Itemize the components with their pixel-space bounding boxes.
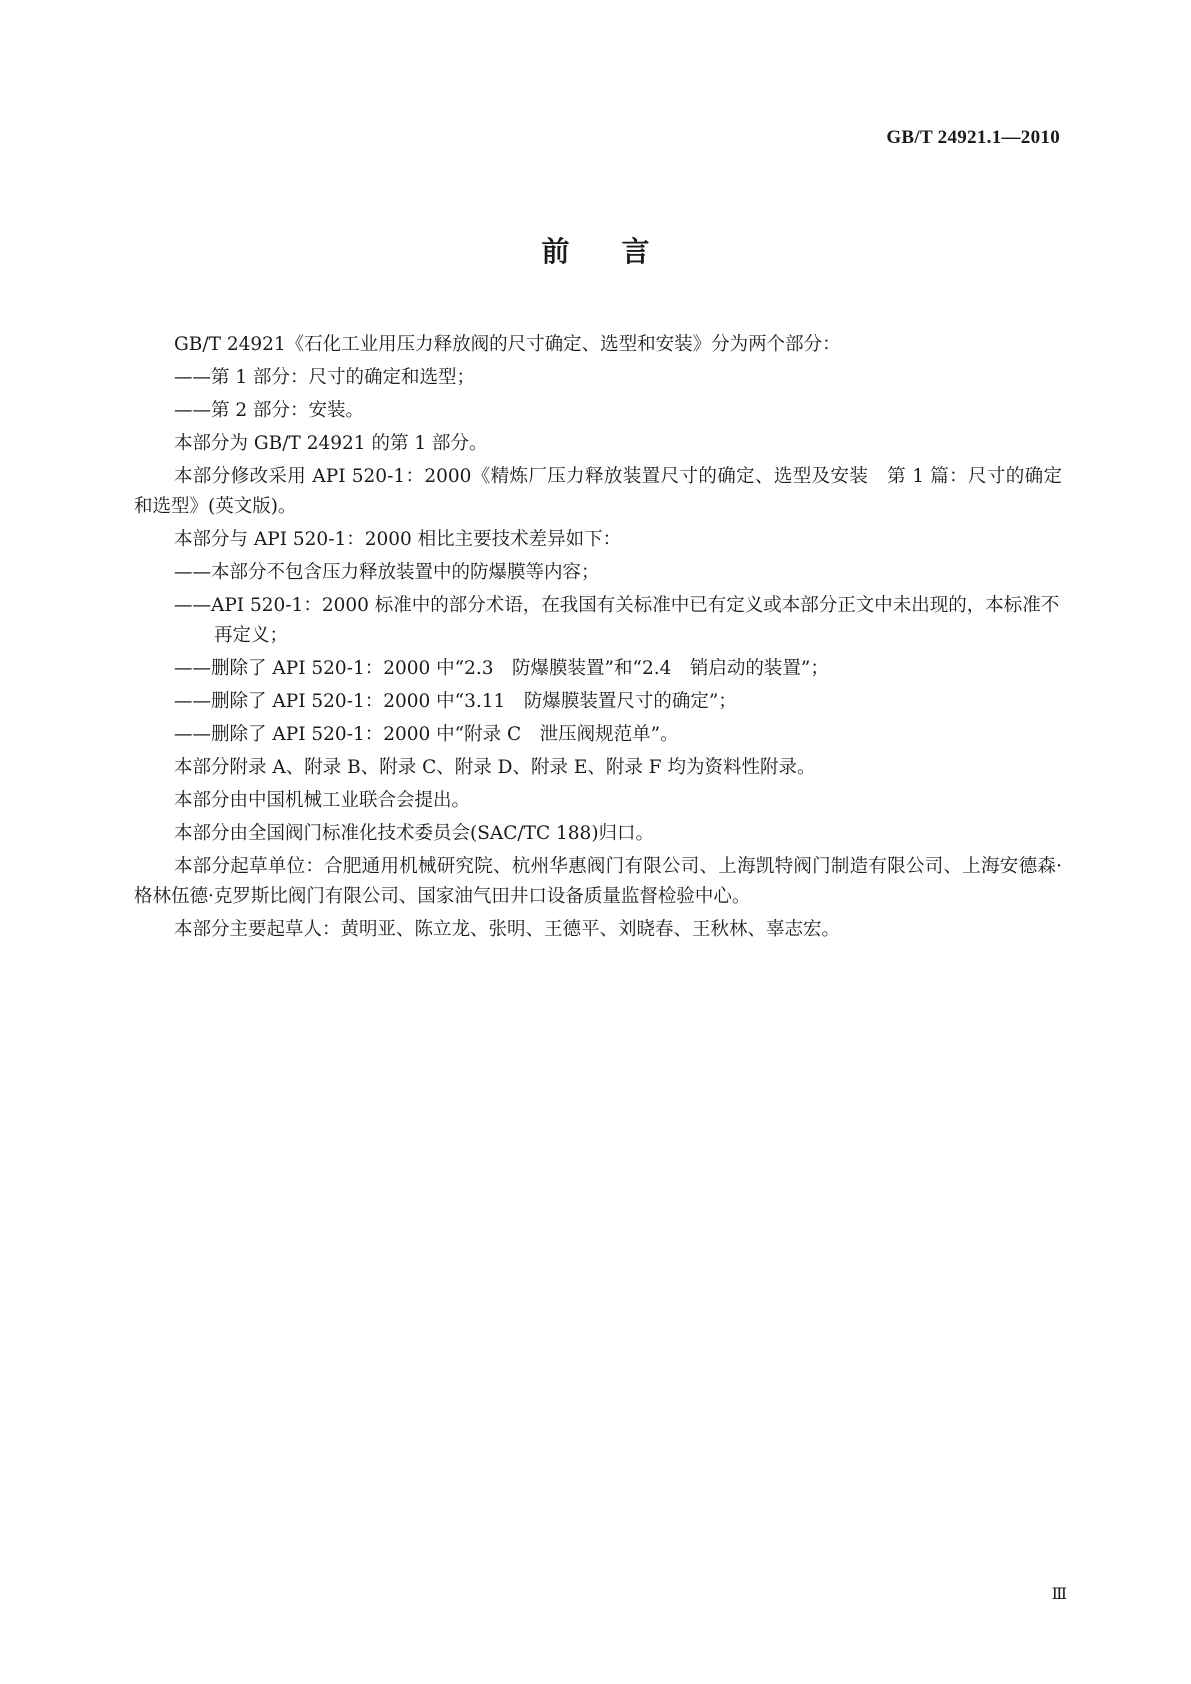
list-item-part-1: ——第 1 部分：尺寸的确定和选型；	[174, 367, 476, 388]
list-item-difference-3: ——删除了 API 520-1：2000 中“2.3 防爆膜装置”和“2.4 销启动的装置”；	[174, 658, 829, 679]
list-item-difference-4: ——删除了 API 520-1：2000 中“3.11 防爆膜装置尺寸的确定”；	[174, 691, 737, 712]
paragraph-drafters: 本部分主要起草人：黄明亚、陈立龙、张明、王德平、刘晓春、王秋林、辜志宏。	[174, 919, 841, 940]
list-item-difference-5: ——删除了 API 520-1：2000 中“附录 C 泄压阀规范单”。	[174, 724, 679, 745]
paragraph-differences-intro: 本部分与 API 520-1：2000 相比主要技术差异如下：	[174, 529, 622, 550]
paragraph-drafting-units: 本部分起草单位：合肥通用机械研究院、杭州华惠阀门有限公司、上海凯特阀门制造有限公司、上海安德森·格林伍德·克罗斯比阀门有限公司、国家油气田井口设备质量监督检验中心。	[134, 856, 1062, 907]
paragraph-intro: GB/T 24921《石化工业用压力释放阀的尺寸确定、选型和安装》分为两个部分：	[174, 334, 841, 355]
list-item-difference-2: ——API 520-1：2000 标准中的部分术语，在我国有关标准中已有定义或本部分正文中未出现的，本标准不再定义；	[174, 595, 1060, 646]
paragraph-centralized: 本部分由全国阀门标准化技术委员会(SAC/TC 188)归口。	[174, 823, 655, 844]
paragraph-proposer: 本部分由中国机械工业联合会提出。	[174, 790, 471, 811]
list-item-difference-1: ——本部分不包含压力释放装置中的防爆膜等内容；	[174, 562, 600, 583]
page-title: 前言	[541, 235, 702, 268]
page-number: Ⅲ	[1051, 1586, 1066, 1603]
paragraph-annexes: 本部分附录 A、附录 B、附录 C、附录 D、附录 E、附录 F 均为资料性附录。	[174, 757, 816, 778]
foreword-body	[134, 330, 1062, 948]
paragraph-part-scope: 本部分为 GB/T 24921 的第 1 部分。	[174, 433, 488, 454]
list-item-part-2: ——第 2 部分：安装。	[174, 400, 365, 421]
paragraph-adoption: 本部分修改采用 API 520-1：2000《精炼厂压力释放装置尺寸的确定、选型及安装 第 1 篇：尺寸的确定和选型》(英文版)。	[134, 466, 1062, 517]
standard-number: GB/T 24921.1—2010	[886, 127, 1060, 148]
